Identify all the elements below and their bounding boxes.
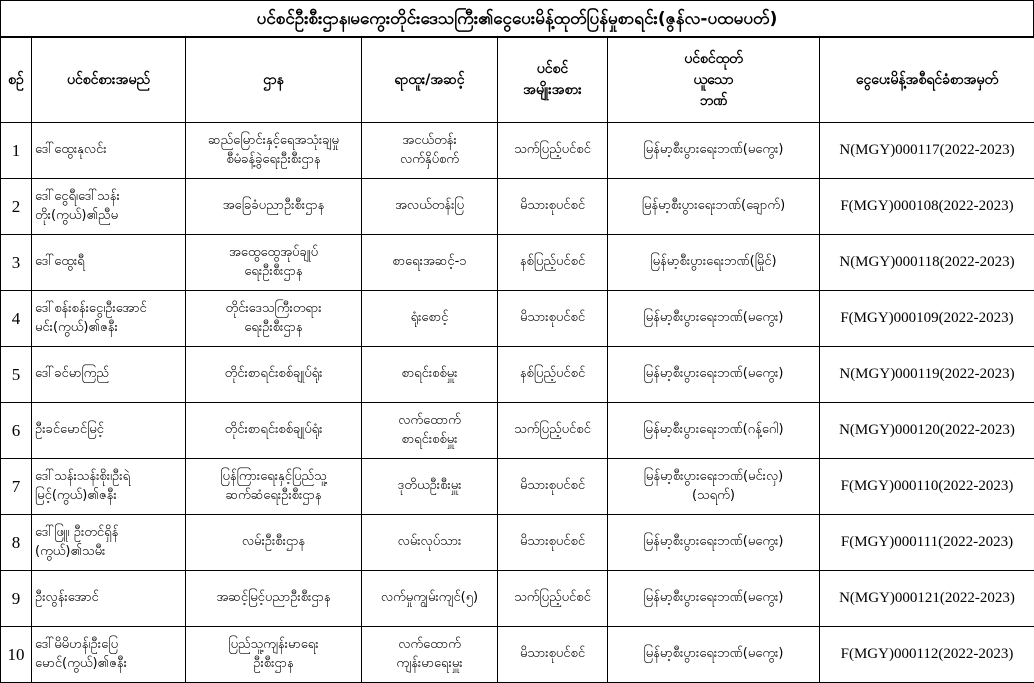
- row-position: လက်ထောက် ကျန်းမာရေးမှူး: [362, 627, 498, 683]
- row-bank: မြန်မာ့စီးပွားရေးဘဏ်(မကွေး): [608, 123, 820, 179]
- row-department: အခြေခံပညာဦးစီးဌာန: [186, 179, 362, 235]
- row-bank: မြန်မာ့စီးပွားရေးဘဏ်(မကွေး): [608, 291, 820, 347]
- row-name: ဒေါ်စန်းစန်းငွေ၊ဦးအောင် မင်း(ကွယ်)၏ဇနီး: [32, 291, 186, 347]
- header-no: စဉ်: [1, 38, 32, 123]
- header-pension-type: ပင်စင် အမျိုးအစား: [498, 38, 608, 123]
- row-position: လက်ထောက် စာရင်းစစ်မှူး: [362, 403, 498, 459]
- row-name: ဒေါ်ဖြူ၊ ဦးတင်ရှိန် (ကွယ်)၏သမီး: [32, 515, 186, 571]
- row-name: ဒေါ်သန်းသန်းစိုး၊ဦးရဲ မြင့်(ကွယ်)၏ဇနီး: [32, 459, 186, 515]
- row-no: 2: [1, 179, 32, 235]
- table-row: [1, 459, 1034, 515]
- row-position: လမ်းလုပ်သား: [362, 515, 498, 571]
- header-bank: ပင်စင်ထုတ် ယူသော ဘဏ်: [608, 38, 820, 123]
- row-bank: မြန်မာ့စီးပွားရေးဘဏ်(မကွေး): [608, 515, 820, 571]
- row-bank: မြန်မာ့စီးပွားရေးဘဏ်(မကွေး): [608, 347, 820, 403]
- row-position: စာရေးအဆင့်-၁: [362, 235, 498, 291]
- row-bank: မြန်မာ့စီးပွားရေးဘဏ်(မင်းလှ) (သရက်): [608, 459, 820, 515]
- table-row: [1, 571, 1034, 627]
- row-pension-type: မိသားစုပင်စင်: [498, 627, 608, 683]
- row-order-no: F(MGY)000111(2022-2023): [820, 515, 1034, 571]
- row-order-no: N(MGY)000118(2022-2023): [820, 235, 1034, 291]
- row-department: ဆည်မြောင်းနှင့်ရေအသုံးချမှု စီမံခန့်ခွဲရေးဦးစီးဌာန: [186, 123, 362, 179]
- table-row: [1, 179, 1034, 235]
- row-order-no: N(MGY)000120(2022-2023): [820, 403, 1034, 459]
- row-name: ဦးလွန်းအောင်: [32, 571, 186, 627]
- table-row: [1, 347, 1034, 403]
- row-position: ရုံးစောင့်: [362, 291, 498, 347]
- row-bank: မြန်မာ့စီးပွားရေးဘဏ်(မကွေး): [608, 571, 820, 627]
- row-name: ဒေါ်ထွေးနုလင်း: [32, 123, 186, 179]
- row-order-no: F(MGY)000112(2022-2023): [820, 627, 1034, 683]
- row-pension-type: နစ်ပြည့်ပင်စင်: [498, 347, 608, 403]
- row-name: ဒေါ်မိမိဟန်၊ဦးပြေ မောင်(ကွယ်)၏ဇနီး: [32, 627, 186, 683]
- header-order-no: ငွေပေးမိန့်အစီရင်ခံစာအမှတ်: [820, 38, 1034, 123]
- row-order-no: F(MGY)000110(2022-2023): [820, 459, 1034, 515]
- row-pension-type: မိသားစုပင်စင်: [498, 291, 608, 347]
- row-bank: မြန်မာ့စီးပွားရေးဘဏ်(ဂန့်ဂေါ): [608, 403, 820, 459]
- row-order-no: N(MGY)000119(2022-2023): [820, 347, 1034, 403]
- row-department: အဆင့်မြင့်ပညာဦးစီးဌာန: [186, 571, 362, 627]
- row-department: တိုင်းဒေသကြီးတရား ရေးဦးစီးဌာန: [186, 291, 362, 347]
- table-row: [1, 515, 1034, 571]
- row-order-no: F(MGY)000109(2022-2023): [820, 291, 1034, 347]
- header-name: ပင်စင်စားအမည်: [32, 38, 186, 123]
- row-department: တိုင်းစာရင်းစစ်ချုပ်ရုံး: [186, 403, 362, 459]
- row-pension-type: မိသားစုပင်စင်: [498, 179, 608, 235]
- row-position: အငယ်တန်း လက်နှိပ်စက်: [362, 123, 498, 179]
- row-name: ဒေါ်ငွေရီ၊ဒေါ်သန်း တိုး(ကွယ်)၏ညီမ: [32, 179, 186, 235]
- row-no: 7: [1, 459, 32, 515]
- row-department: ပြန်ကြားရေးနှင့်ပြည်သူ့ ဆက်ဆံရေးဦးစီးဌာန: [186, 459, 362, 515]
- row-name: ဦးခင်မောင်မြင့်: [32, 403, 186, 459]
- row-name: ဒေါ်ထွေးရီ: [32, 235, 186, 291]
- page-title: ပင်စင်ဦးစီးဌာန၊မကွေးတိုင်းဒေသကြီး၏ငွေပေးမိန့်ထုတ်ပြန်မှုစာရင်း(ဇွန်လ-ပထမပတ်): [0, 0, 1034, 37]
- row-position: အလယ်တန်းပြ: [362, 179, 498, 235]
- row-no: 3: [1, 235, 32, 291]
- row-pension-type: သက်ပြည့်ပင်စင်: [498, 123, 608, 179]
- row-no: 4: [1, 291, 32, 347]
- row-no: 6: [1, 403, 32, 459]
- row-department: တိုင်းစာရင်းစစ်ချုပ်ရုံး: [186, 347, 362, 403]
- row-pension-type: သက်ပြည့်ပင်စင်: [498, 571, 608, 627]
- row-position: ဒုတိယဦးစီးမှူး: [362, 459, 498, 515]
- row-no: 9: [1, 571, 32, 627]
- row-department: အထွေထွေအုပ်ချုပ် ရေးဦးစီးဌာန: [186, 235, 362, 291]
- row-no: 10: [1, 627, 32, 683]
- header-row: [1, 38, 1034, 123]
- row-order-no: N(MGY)000121(2022-2023): [820, 571, 1034, 627]
- row-position: စာရင်းစစ်မှူး: [362, 347, 498, 403]
- table-row: [1, 291, 1034, 347]
- row-pension-type: နစ်ပြည့်ပင်စင်: [498, 235, 608, 291]
- row-bank: မြန်မာ့စီးပွားရေးဘဏ်(ချောက်): [608, 179, 820, 235]
- row-pension-type: သက်ပြည့်ပင်စင်: [498, 403, 608, 459]
- row-department: ပြည်သူ့ကျန်းမာရေး ဦးစီးဌာန: [186, 627, 362, 683]
- row-bank: မြန်မာ့စီးပွားရေးဘဏ်(မြိုင်): [608, 235, 820, 291]
- row-no: 8: [1, 515, 32, 571]
- row-no: 1: [1, 123, 32, 179]
- row-position: လက်မှုကျွမ်းကျင်(၅): [362, 571, 498, 627]
- table-row: [1, 403, 1034, 459]
- table-row: [1, 627, 1034, 683]
- row-no: 5: [1, 347, 32, 403]
- row-bank: မြန်မာ့စီးပွားရေးဘဏ်(မကွေး): [608, 627, 820, 683]
- header-department: ဌာန: [186, 38, 362, 123]
- header-position: ရာထူး/အဆင့်: [362, 38, 498, 123]
- row-name: ဒေါ်ခင်မာကြည်: [32, 347, 186, 403]
- row-department: လမ်းဦးစီးဌာန: [186, 515, 362, 571]
- row-pension-type: မိသားစုပင်စင်: [498, 459, 608, 515]
- pension-table: [0, 37, 1034, 683]
- table-row: [1, 123, 1034, 179]
- table-row: [1, 235, 1034, 291]
- row-pension-type: မိသားစုပင်စင်: [498, 515, 608, 571]
- row-order-no: F(MGY)000108(2022-2023): [820, 179, 1034, 235]
- row-order-no: N(MGY)000117(2022-2023): [820, 123, 1034, 179]
